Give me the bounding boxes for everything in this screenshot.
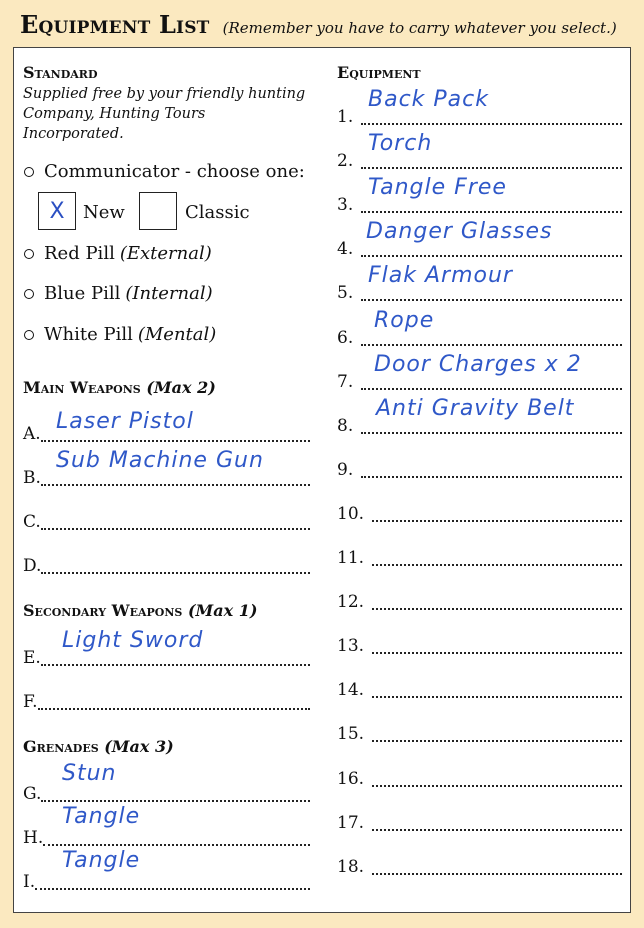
row-label: 3. — [337, 195, 354, 215]
equipment-row-9[interactable] — [337, 456, 622, 480]
page-header — [20, 10, 617, 39]
row-label: 11. — [337, 548, 365, 568]
row-label: 8. — [337, 416, 354, 436]
bullet-icon — [24, 249, 34, 259]
equipment-row-12[interactable] — [337, 588, 622, 612]
page-subtitle: (Remember you have to carry whatever you select.) — [222, 19, 617, 37]
secondary-weapons-title: Secondary Weapons — [23, 601, 183, 620]
grenade-value-h: Tangle — [62, 804, 141, 829]
white-pill-label: White Pill — [44, 324, 133, 345]
equipment-value-2: Torch — [368, 131, 433, 156]
row-label: 1. — [337, 107, 354, 127]
row-label: B. — [23, 468, 41, 488]
grenades-title: Grenades — [23, 737, 99, 756]
dotted-line — [361, 456, 622, 478]
equipment-row-11[interactable] — [337, 544, 622, 568]
equipment-row-14[interactable] — [337, 676, 622, 700]
equipment-row-10[interactable] — [337, 500, 622, 524]
grenade-value-i: Tangle — [62, 848, 141, 873]
page-title: Equipment List — [20, 10, 210, 39]
dotted-line — [372, 765, 622, 787]
equipment-row-17[interactable] — [337, 809, 622, 833]
dotted-line — [41, 508, 310, 530]
equipment-heading: Equipment — [337, 63, 421, 82]
dotted-line — [372, 853, 622, 875]
dotted-line — [41, 552, 310, 574]
red-pill-type: (External) — [119, 243, 212, 264]
communicator-option — [24, 161, 305, 182]
row-label: C. — [23, 512, 41, 532]
classic-label: Classic — [185, 202, 250, 223]
main-weapons-max: (Max 2) — [146, 378, 216, 397]
dotted-line — [372, 632, 622, 654]
row-label: D. — [23, 556, 42, 576]
white-pill-option — [24, 324, 216, 345]
row-label: 7. — [337, 372, 354, 392]
row-label: 16. — [337, 769, 365, 789]
row-label: 13. — [337, 636, 365, 656]
dotted-line — [372, 588, 622, 610]
new-checkbox[interactable] — [38, 192, 76, 230]
row-label: 5. — [337, 283, 354, 303]
x-mark-icon: X — [49, 199, 65, 224]
equipment-row-16[interactable] — [337, 765, 622, 789]
secondary-weapon-row-f[interactable] — [23, 688, 310, 712]
red-pill-label: Red Pill — [44, 243, 115, 264]
row-label: 10. — [337, 504, 365, 524]
bullet-icon — [24, 289, 34, 299]
classic-checkbox[interactable] — [139, 192, 177, 230]
communicator-label: Communicator - choose one: — [44, 161, 305, 182]
row-label: 12. — [337, 592, 365, 612]
equipment-value-3: Tangle Free — [368, 175, 507, 200]
main-weapon-value-b: Sub Machine Gun — [56, 448, 264, 473]
equipment-row-18[interactable] — [337, 853, 622, 877]
equipment-value-4: Danger Glasses — [366, 219, 553, 244]
row-label: G. — [23, 784, 42, 804]
equipment-value-1: Back Pack — [368, 87, 489, 112]
main-weapon-row-d[interactable] — [23, 552, 310, 576]
classic-mark — [140, 193, 176, 229]
blue-pill-type: (Internal) — [125, 283, 213, 304]
main-weapon-row-c[interactable] — [23, 508, 310, 532]
row-label: 6. — [337, 328, 354, 348]
dotted-line — [372, 809, 622, 831]
dotted-line — [38, 688, 310, 710]
new-label: New — [83, 202, 125, 223]
white-pill-type: (Mental) — [137, 324, 217, 345]
row-label: E. — [23, 648, 41, 668]
blue-pill-label: Blue Pill — [44, 283, 121, 304]
dotted-line — [372, 500, 622, 522]
row-label: 14. — [337, 680, 365, 700]
red-pill-option — [24, 243, 212, 264]
grenades-max: (Max 3) — [104, 737, 174, 756]
dotted-line — [372, 720, 622, 742]
equipment-value-7: Door Charges x 2 — [374, 352, 582, 377]
secondary-weapons-max: (Max 1) — [187, 601, 258, 620]
bullet-icon — [24, 167, 34, 177]
main-weapon-value-a: Laser Pistol — [56, 409, 194, 434]
dotted-line — [372, 544, 622, 566]
row-label: A. — [23, 424, 41, 444]
grenade-value-g: Stun — [62, 761, 117, 786]
equipment-value-6: Rope — [374, 308, 435, 333]
row-label: 17. — [337, 813, 365, 833]
equipment-row-13[interactable] — [337, 632, 622, 656]
standard-heading: Standard — [23, 63, 98, 82]
row-label: I. — [23, 872, 36, 892]
equipment-value-5: Flak Armour — [368, 263, 513, 288]
bullet-icon — [24, 330, 34, 340]
blue-pill-option — [24, 283, 213, 304]
row-label: F. — [23, 692, 38, 712]
secondary-weapons-heading — [23, 601, 257, 620]
equipment-value-8: Anti Gravity Belt — [376, 396, 575, 421]
standard-description: Supplied free by your friendly hunting Company, Hunting Tours Incorporated. — [23, 86, 306, 142]
grenades-heading — [23, 737, 174, 756]
main-weapons-heading — [23, 378, 216, 397]
row-label: H. — [23, 828, 44, 848]
secondary-weapon-value-e: Light Sword — [62, 628, 204, 653]
row-label: 18. — [337, 857, 365, 877]
row-label: 2. — [337, 151, 354, 171]
row-label: 4. — [337, 239, 354, 259]
row-label: 9. — [337, 460, 354, 480]
equipment-row-15[interactable] — [337, 720, 622, 744]
row-label: 15. — [337, 724, 365, 744]
dotted-line — [372, 676, 622, 698]
main-weapons-title: Main Weapons — [23, 378, 141, 397]
